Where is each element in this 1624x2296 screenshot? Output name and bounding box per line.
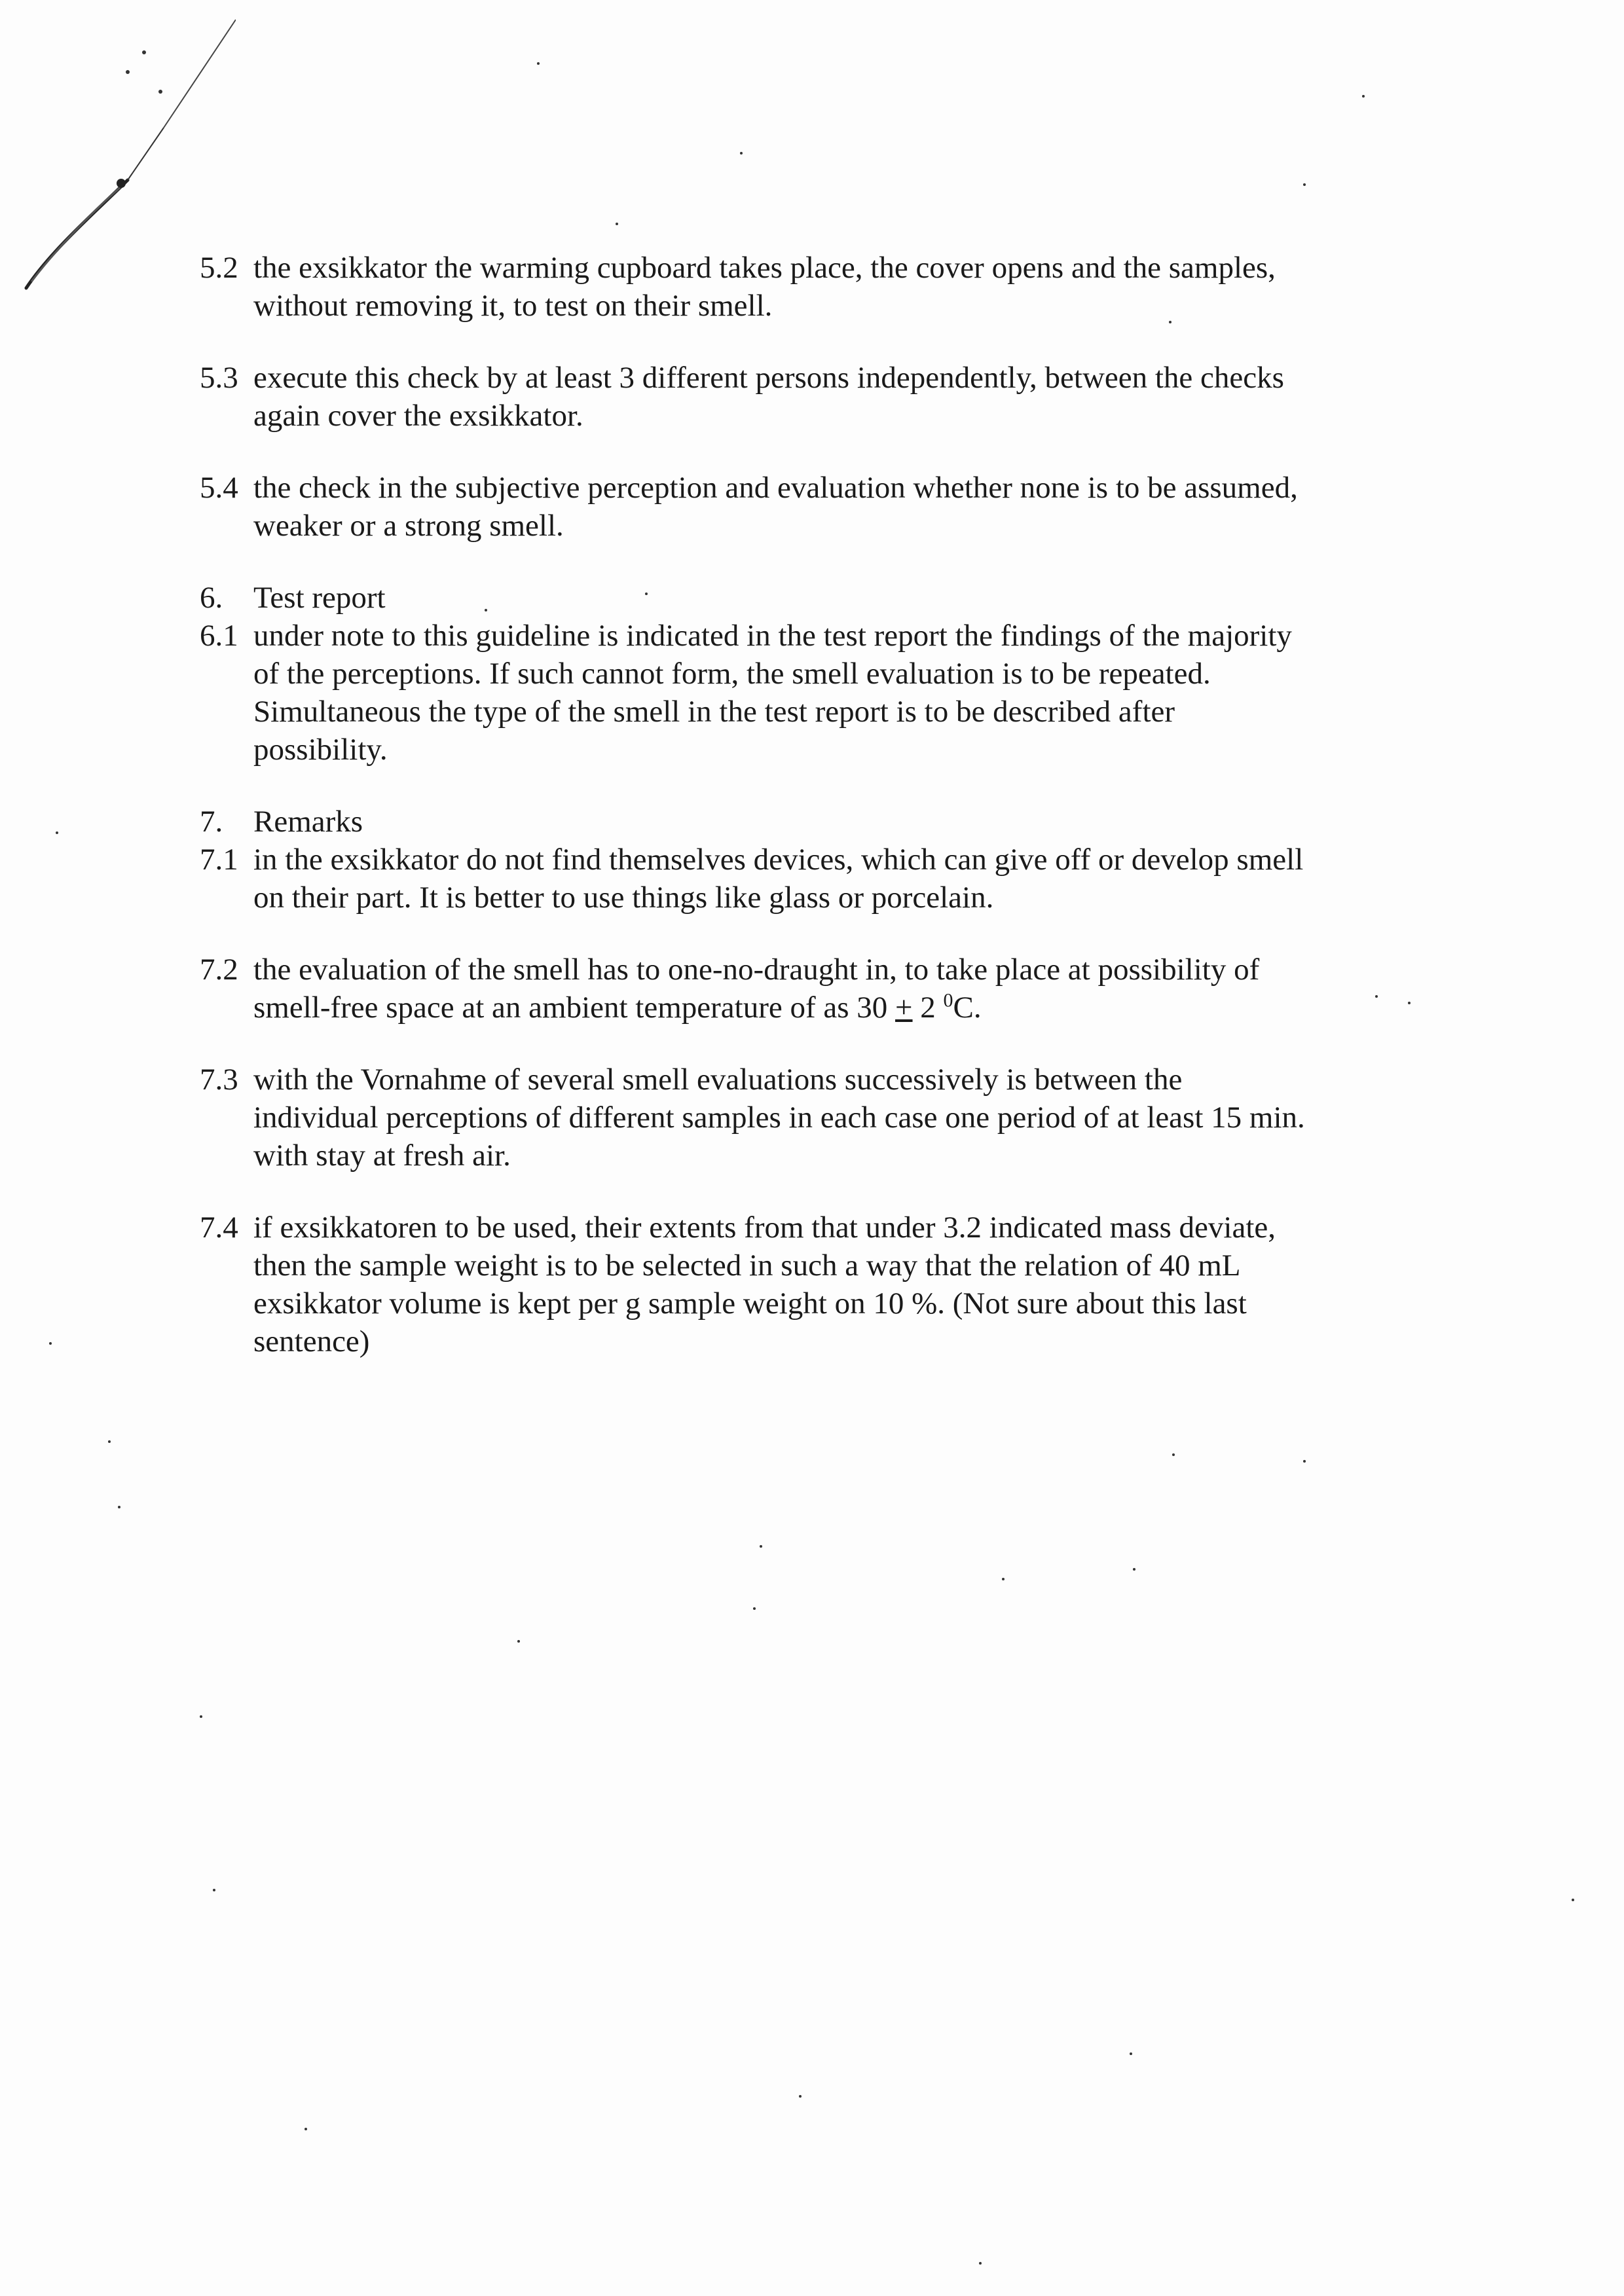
clause-line: with the Vornahme of several smell evaluations successively is between the	[253, 1063, 1183, 1097]
clause-line: the evaluation of the smell has to one-no-draught in, to take place at possibility of	[253, 953, 1260, 987]
scan-speck	[56, 831, 58, 834]
section-number: 6.	[200, 581, 223, 615]
clause-number: 7.3	[200, 1063, 238, 1097]
scan-speck	[1130, 2052, 1132, 2055]
clause-line: sentence)	[253, 1324, 370, 1358]
scan-speck	[1572, 1899, 1574, 1901]
clause-5-3	[200, 359, 1418, 435]
scan-speck	[979, 2262, 982, 2265]
clause-line: on their part. It is better to use things like glass or porcelain.	[253, 881, 994, 915]
scan-speck	[1002, 1578, 1005, 1580]
clause-line: individual perceptions of different samples in each case one period of at least 15 min.	[253, 1101, 1305, 1135]
clause-line: the check in the subjective perception and evaluation whether none is to be assumed,	[253, 471, 1298, 505]
degree-superscript: 0	[943, 989, 953, 1011]
clause-number: 5.3	[200, 361, 238, 395]
section-heading-remarks	[200, 803, 1418, 841]
scan-speck	[1303, 1460, 1306, 1463]
scan-speck	[213, 1889, 215, 1891]
clause-number: 7.4	[200, 1211, 238, 1245]
clause-line: of the perceptions. If such cannot form, the smell evaluation is to be repeated.	[253, 657, 1211, 691]
clause-number: 5.2	[200, 251, 238, 285]
section-number: 7.	[200, 805, 223, 839]
section-title: Test report	[253, 581, 386, 615]
clause-line: under note to this guideline is indicated in the test report the findings of the majority	[253, 619, 1292, 653]
clause-6-1	[200, 617, 1418, 769]
scan-speck	[537, 62, 540, 65]
clause-line: the exsikkator the warming cupboard takes place, the cover opens and the samples,	[253, 251, 1276, 285]
scan-speck	[118, 1506, 120, 1508]
section-title: Remarks	[253, 805, 363, 839]
clause-7-3	[200, 1061, 1418, 1175]
scan-speck	[49, 1342, 52, 1345]
clause-number: 6.1	[200, 619, 238, 653]
scan-speck	[1133, 1568, 1135, 1571]
clause-line: weaker or a strong smell.	[253, 509, 564, 543]
clause-7-1	[200, 841, 1418, 917]
scan-speck	[616, 223, 618, 225]
clause-line: again cover the exsikkator.	[253, 399, 583, 433]
document-body	[200, 249, 1418, 1360]
scan-speck	[1303, 183, 1306, 186]
scan-speck	[108, 1440, 111, 1443]
clause-line: with stay at fresh air.	[253, 1139, 511, 1173]
plus-minus-symbol: +	[895, 991, 913, 1025]
clause-line: Simultaneous the type of the smell in the test report is to be described after	[253, 695, 1175, 729]
clause-line: then the sample weight is to be selected in such a way that the relation of 40 mL	[253, 1248, 1241, 1283]
scan-speck	[1362, 95, 1365, 98]
scan-speck	[517, 1640, 520, 1643]
clause-line: if exsikkatoren to be used, their extents from that under 3.2 indicated mass deviate,	[253, 1211, 1276, 1245]
text-segment: C.	[953, 991, 982, 1025]
clause-line: in the exsikkator do not find themselves devices, which can give off or develop smell	[253, 843, 1304, 877]
text-segment: smell-free space at an ambient temperature of as 30	[253, 991, 896, 1025]
clause-number: 7.2	[200, 953, 238, 987]
clause-number: 5.4	[200, 471, 238, 505]
clause-number: 7.1	[200, 843, 238, 877]
clause-line-temperature	[253, 989, 1418, 1027]
clause-5-2	[200, 249, 1418, 325]
clause-line: possibility.	[253, 733, 388, 767]
scan-speck	[799, 2095, 802, 2098]
scan-speck	[304, 2128, 307, 2130]
clause-5-4	[200, 469, 1418, 545]
clause-line: execute this check by at least 3 different persons independently, between the checks	[253, 361, 1284, 395]
scan-speck	[200, 1715, 202, 1718]
section-heading-test-report	[200, 579, 1418, 617]
scan-speck	[740, 152, 743, 155]
clause-7-4	[200, 1209, 1418, 1360]
scan-speck	[760, 1545, 762, 1548]
clause-line: without removing it, to test on their smell.	[253, 289, 773, 323]
text-segment: 2	[912, 991, 944, 1025]
scan-speck	[753, 1607, 756, 1610]
scan-speck	[1172, 1453, 1175, 1456]
clause-7-2	[200, 951, 1418, 1027]
clause-line: exsikkator volume is kept per g sample weight on 10 %. (Not sure about this last	[253, 1286, 1247, 1321]
